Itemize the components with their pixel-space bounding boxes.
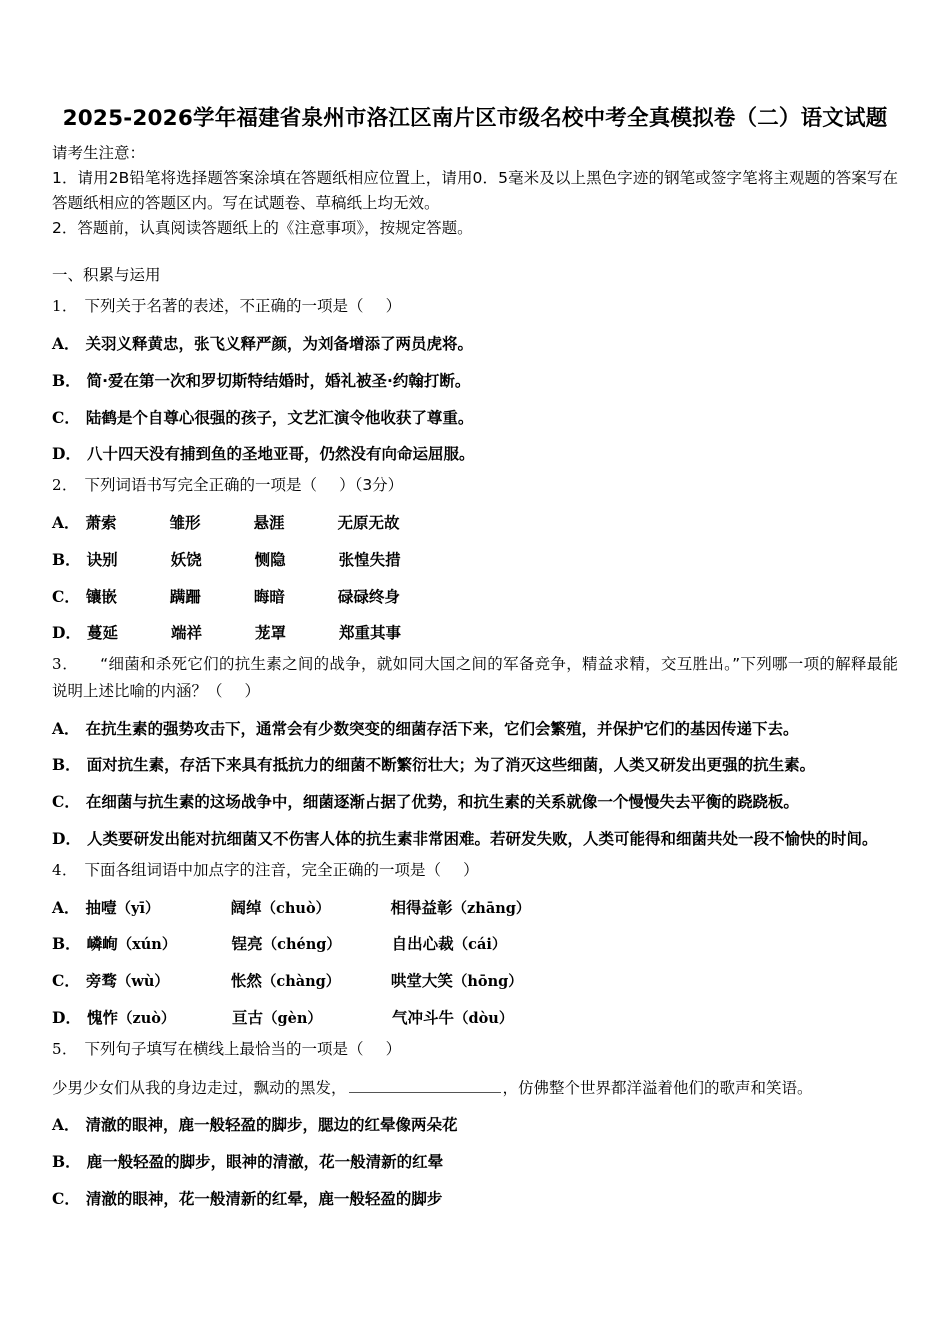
option-word: 碌碌终身 [337,587,400,606]
option-letter: C． [52,407,80,427]
option-pinyin: （yī） [116,899,160,917]
question-2 [52,472,898,646]
option-pinyin: （chuò） [261,899,331,917]
question-2-stem-tail: ）（3分） [339,476,404,495]
option-letter: B． [52,1152,81,1172]
question-5-option-b[interactable] [52,1150,898,1175]
question-3-option-b[interactable] [52,753,898,778]
option-word: 镶嵌 [85,587,117,606]
question-3-stem-tail: ） [244,682,261,701]
question-1-number: 1． [52,297,78,316]
question-3-option-a[interactable] [52,717,898,742]
option-word: 蹒跚 [169,587,201,606]
option-text: 鹿一般轻盈的脚步，眼神的清澈，花一般清新的红晕 [86,1153,444,1172]
option-word: 自出心裁 [391,935,454,954]
option-pinyin: （gèn） [262,1010,322,1028]
notice-heading: 请考生注意： [52,144,146,163]
option-word: 相得益彰 [390,898,453,917]
question-3-stem [52,651,898,704]
option-pinyin: （chéng） [262,936,341,954]
question-4-option-d[interactable] [52,1006,898,1031]
question-5-option-a[interactable] [52,1113,898,1138]
question-1-option-a[interactable] [52,332,898,357]
question-3-number: 3． [52,655,79,674]
option-text: 在细菌与抗生素的这场战争中，细菌逐渐占据了优势，和抗生素的关系就像一个慢慢失去平衡的跷跷板。 [85,793,799,812]
option-text: 清澈的眼神，花一般清新的红晕，鹿一般轻盈的脚步 [85,1189,443,1208]
question-2-option-d[interactable] [52,621,898,646]
option-word: 张惶失措 [338,550,401,569]
question-4-option-c[interactable] [52,969,898,994]
option-word: 抽噎 [85,898,117,917]
option-word: 旁骛 [85,972,117,991]
question-4-number: 4． [52,860,78,879]
question-1-text: 下列关于名著的表述，不正确的一项是（ [84,297,364,316]
notice-item-2: 2．答题前，认真阅读答题纸上的《注意事项》，按规定答题。 [52,219,473,238]
question-5-option-c[interactable] [52,1187,898,1212]
option-text: 关羽义释黄忠，张飞义释严颜，为刘备增添了两员虎将。 [85,335,474,354]
question-4-stem [52,857,898,884]
question-1-option-b[interactable] [52,369,898,394]
option-word: 萧索 [85,514,117,533]
question-2-number: 2． [52,476,78,495]
option-word: 恻隐 [254,550,286,569]
question-5-stem-tail: ） [385,1039,402,1058]
option-pinyin: （dòu） [453,1010,514,1028]
option-word: 悬涯 [253,514,285,533]
option-pinyin: （xún） [117,936,177,954]
question-4-text: 下面各组词语中加点字的注音，完全正确的一项是（ [84,860,442,879]
option-letter: A． [52,334,80,354]
question-1-option-c[interactable] [52,406,898,431]
option-word: 阔绰 [230,898,262,917]
option-word: 嶙峋 [86,935,118,954]
question-4-stem-tail: ） [463,860,479,879]
option-text: 八十四天没有捕到鱼的圣地亚哥，仍然没有向命运屈服。 [86,445,475,464]
option-pinyin: （hōng） [452,973,523,991]
fill-in-blank-line[interactable] [349,1077,501,1092]
option-word: 郑重其事 [338,624,401,643]
option-word: 无原无故 [337,514,400,533]
option-letter: D． [52,1008,81,1028]
question-3-text: “细菌和杀死它们的抗生素之间的战争，就如同大国之间的军备竞争，精益求精，交互胜出。”下列哪一项的解释最能说明上述比喻的内涵？（ [52,655,898,701]
section-heading: 一、积累与运用 [52,266,161,285]
option-word: 哄堂大笑 [390,972,453,991]
option-word: 愧怍 [86,1009,118,1028]
option-pinyin: （chàng） [261,973,341,991]
option-word: 亘古 [231,1009,263,1028]
option-text: 面对抗生素，存活下来具有抵抗力的细菌不断繁衍壮大；为了消灭这些细菌，人类又研发出更强的抗生素。 [86,756,816,775]
question-5-number: 5． [52,1039,78,1058]
option-word: 诀别 [86,550,118,569]
option-pinyin: （zuò） [117,1010,176,1028]
option-word: 端祥 [170,624,202,643]
option-letter: B． [52,934,81,954]
option-letter: C． [52,1188,80,1208]
question-2-option-a[interactable] [52,511,898,536]
option-text: 在抗生素的强势攻击下，通常会有少数突变的细菌存活下来，它们会繁殖，并保护它们的基因传递下去。 [85,719,799,738]
option-letter: D． [52,623,81,643]
question-1 [52,293,898,467]
page-title: 2025-2026学年福建省泉州市洛江区南片区市级名校中考全真模拟卷（二）语文试题 [62,106,888,131]
question-1-stem-tail: ） [385,297,402,316]
option-text: 清澈的眼神，鹿一般轻盈的脚步，腮边的红晕像两朵花 [85,1116,458,1135]
question-2-option-b[interactable] [52,548,898,573]
option-word: 妖饶 [170,550,202,569]
option-letter: B． [52,755,81,775]
option-word: 怅然 [230,972,262,991]
option-text: 简·爱在第一次和罗切斯特结婚时，婚礼被圣·约翰打断。 [86,371,471,390]
option-word: 晦暗 [253,587,285,606]
option-pinyin: （zhāng） [452,899,531,917]
notice-item-1: 1．请用2B铅笔将选择题答案涂填在答题纸相应位置上，请用0．5毫米及以上黑色字迹的钢笔或签字笔将主观题的答案写在答题纸相应的答题区内。写在试题卷、草稿纸上均无效。 [52,169,898,213]
question-2-text: 下列词语书写完全正确的一项是（ [84,476,318,495]
question-4 [52,857,898,1031]
question-4-option-a[interactable] [52,896,898,921]
option-word: 蔓延 [86,624,118,643]
option-pinyin: （cái） [453,936,507,954]
sentence-before-blank: 少男少女们从我的身边走过，飘动的黑发， [52,1078,347,1097]
option-pinyin: （wù） [116,973,169,991]
question-5-text: 下列句子填写在横线上最恰当的一项是（ [84,1039,364,1058]
question-3-option-c[interactable] [52,790,898,815]
option-letter: D． [52,829,81,849]
question-5-sentence [52,1075,898,1102]
question-4-option-b[interactable] [52,932,898,957]
option-word: 茏罩 [254,624,286,643]
option-word: 气冲斗牛 [391,1009,454,1028]
option-letter: D． [52,444,81,464]
question-3 [52,651,898,852]
option-text: 人类要研发出能对抗细菌又不伤害人体的抗生素非常困难。若研发失败，人类可能得和细菌共处一段不愉快的时间。 [86,830,878,849]
question-1-option-d[interactable] [52,442,898,467]
option-letter: B． [52,549,81,569]
question-3-option-d[interactable] [52,827,898,852]
question-5-stem [52,1036,898,1063]
option-letter: A． [52,718,80,738]
option-text: 陆鹤是个自尊心很强的孩子，文艺汇演令他收获了尊重。 [85,408,474,427]
question-1-stem [52,293,898,320]
option-letter: C． [52,586,80,606]
option-letter: A． [52,897,80,917]
option-letter: A． [52,513,80,533]
question-2-option-c[interactable] [52,585,898,610]
candidate-notice [52,141,898,241]
question-2-stem [52,472,898,499]
option-letter: A． [52,1115,80,1135]
question-5 [52,1036,898,1212]
option-letter: C． [52,792,80,812]
sentence-after-blank: ，仿佛整个世界都洋溢着他们的歌声和笑语。 [502,1078,813,1097]
option-word: 雏形 [169,514,201,533]
option-word: 锃亮 [231,935,263,954]
option-letter: C． [52,971,80,991]
option-letter: B． [52,370,81,390]
